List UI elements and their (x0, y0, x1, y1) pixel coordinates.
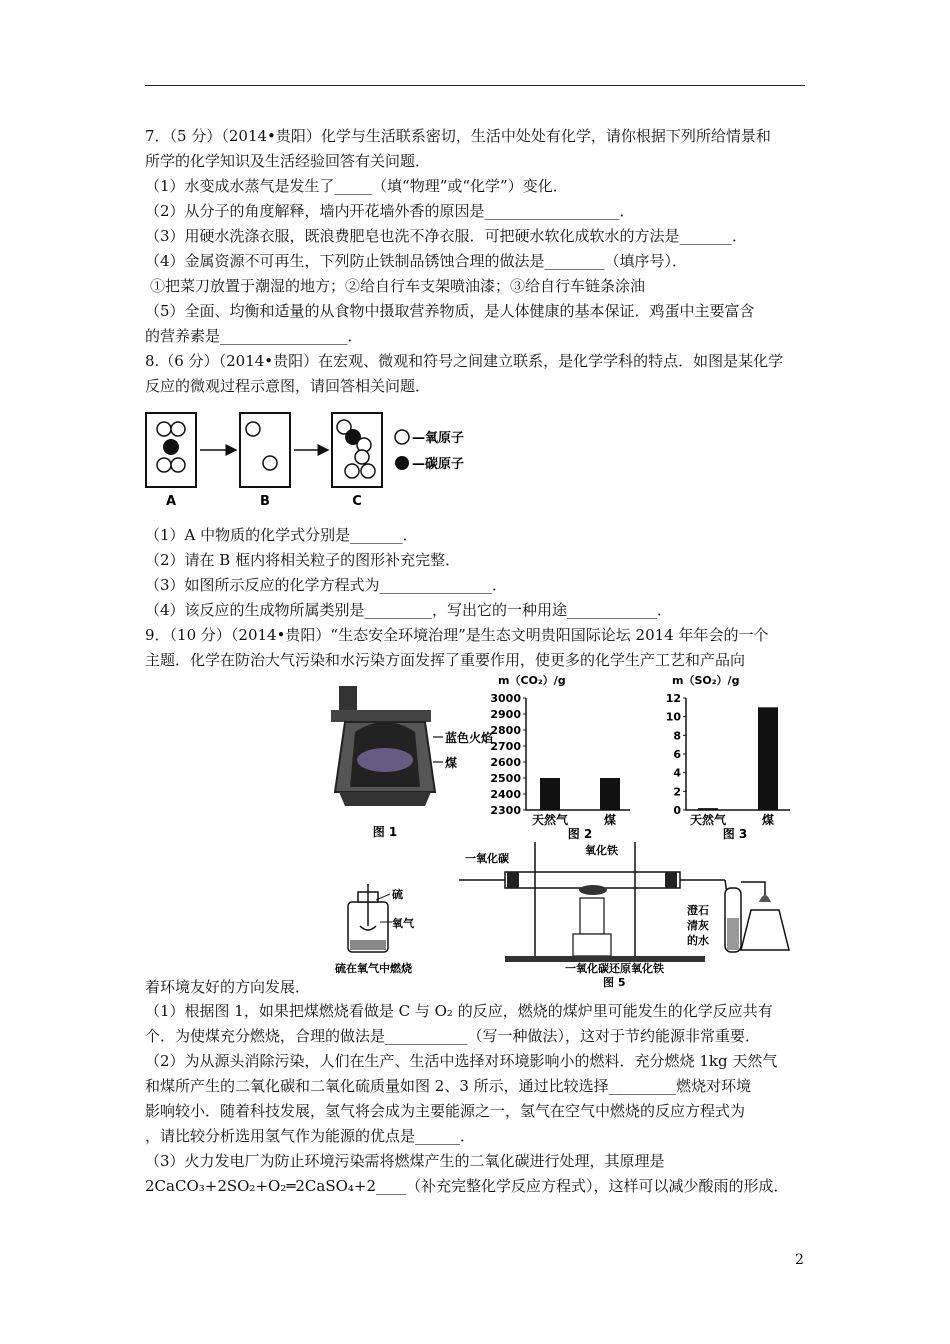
chart3-ylabel: m（SO₂）/g (672, 674, 740, 687)
c2-xtick-label: 煤 (603, 813, 617, 827)
q9-part1-line1: （1）根据图 1，如果把煤燃烧看做是 C 与 O₂ 的反应，燃烧的煤炉里可能发生的化学反应共有 (145, 1002, 773, 1020)
q7-part5-line2: 的营养素是_________________． (145, 327, 363, 345)
c3-ytick-label: 0 (673, 804, 681, 817)
figure5-co-reduction (455, 838, 800, 988)
chart3-caption: 图 3 (722, 827, 748, 841)
c2-xtick-label: 天然气 (531, 813, 569, 827)
c2-ytick-label: 2900 (490, 708, 521, 721)
box-c (332, 413, 382, 487)
fig5-label-lime-2: 清灰 (687, 919, 709, 932)
q9-stem-line2: 主题．化学在防治大气污染和水污染方面发挥了重要作用，使更多的化学生产工艺和产品向 (145, 651, 746, 669)
label-c: C (352, 494, 362, 509)
c2-ytick-label: 2600 (490, 756, 521, 769)
page-number: 2 (795, 1252, 804, 1268)
figure4-sulfur-burning (330, 880, 450, 980)
c2-ytick-label: 2500 (490, 772, 521, 785)
c2-ytick-label: 2400 (490, 788, 521, 801)
q9-part2-line3: 影响较小．随着科技发展，氢气将会成为主要能源之一，氢气在空气中燃烧的反应方程式为 (145, 1102, 746, 1120)
label-a: A (165, 494, 177, 509)
q9-part2-line1: （2）为从源头消除污染，人们在生产、生活中选择对环境影响小的燃料．充分燃烧 1kg 天然气 (145, 1052, 778, 1070)
fig5-label-lime-1: 澄石 (687, 904, 709, 917)
q7-part1: （1）水变成水蒸气是发生了_____（填“物理”或“化学”）变化． (145, 177, 568, 195)
q8-part3: （3）如图所示反应的化学方程式为_______________． (145, 576, 508, 594)
q9-stem-line3: 着环境友好的方向发展． (145, 978, 311, 996)
c3-bar-0 (698, 808, 718, 810)
box-b (240, 413, 290, 487)
c2-bar-0 (540, 778, 560, 810)
q9-stem-line1: 9．（10 分）（2014•贵阳）“生态安全环境治理”是生态文明贵阳国际论坛 2014 年年会的一个 (145, 626, 769, 644)
legend-carbon: —碳原子 (412, 457, 465, 472)
q8-part1: （1）A 中物质的化学式分别是_______． (145, 526, 418, 544)
oxygen-legend-symbol (395, 430, 409, 444)
q7-part4-options: ①把菜刀放置于潮湿的地方；②给自行车支架喷油漆；③给自行车链条涂油 (150, 277, 646, 295)
figure2-co2-chart (480, 672, 645, 844)
carbon-legend-symbol (395, 456, 409, 470)
c3-ytick-label: 6 (673, 748, 681, 761)
c2-ytick-label: 2300 (490, 804, 521, 817)
label-b: B (260, 494, 270, 509)
legend (395, 430, 464, 472)
q7-part3: （3）用硬水洗涤衣服，既浪费肥皂也洗不净衣服．可把硬水软化成软水的方法是_______． (145, 227, 748, 245)
q7-part5-line1: （5）全面、均衡和适量的从食物中摄取营养物质，是人体健康的基本保证．鸡蛋中主要富含 (145, 302, 755, 320)
chart2-caption: 图 2 (567, 827, 593, 841)
c3-xtick-label: 天然气 (689, 813, 727, 827)
reaction-micro-diagram (140, 405, 490, 515)
q9-part2-line4: ，请比较分析选用氢气作为能源的优点是______． (145, 1127, 476, 1145)
figure1-coal-stove (325, 682, 495, 842)
legend-oxygen: —氧原子 (412, 431, 465, 446)
q9-part1-line2: 个．为使煤充分燃烧，合理的做法是___________（写一种做法），这对于节约能源非常重要． (145, 1027, 761, 1045)
c2-ytick-label: 3000 (490, 692, 521, 705)
c3-xtick-label: 煤 (761, 813, 775, 827)
fig4-label-sulfur: 硫 (392, 888, 403, 901)
fig1-label-coal: 煤 (445, 756, 458, 770)
c3-ytick-label: 8 (673, 729, 681, 743)
q8-stem-line2: 反应的微观过程示意图，请回答相关问题． (145, 377, 431, 395)
c2-bar-1 (600, 778, 620, 810)
q8-part2: （2）请在 B 框内将相关粒子的图形补充完整． (145, 551, 461, 569)
q7-part4: （4）金属资源不可再生，下列防止铁制品锈蚀合理的做法是________（填序号）． (145, 252, 688, 270)
fig5-caption-title: 一氧化碳还原氧化铁 (565, 962, 664, 975)
fig4-caption: 硫在氧气中燃烧 (335, 962, 412, 975)
fig5-label-lime-3: 的水 (687, 934, 709, 947)
figure3-so2-chart (650, 672, 810, 844)
chart2-ylabel: m（CO₂）/g (498, 674, 566, 687)
header-rule (145, 85, 805, 86)
c3-ytick-label: 10 (665, 710, 681, 724)
c3-ytick-label: 4 (673, 766, 681, 780)
q9-part3-line2: 2CaCO₃+2SO₂+O₂═2CaSO₄+2____（补充完整化学反应方程式），这样可以减少酸雨的形成． (145, 1177, 789, 1195)
q8-stem-line1: 8.（6 分）（2014•贵阳）在宏观、微观和符号之间建立联系，是化学学科的特点．如图是某化学 (145, 352, 784, 370)
q7-stem-line2: 所学的化学知识及生活经验回答有关问题． (145, 152, 431, 170)
fig5-label-co: 一氧化碳 (465, 852, 509, 865)
c3-ytick-label: 12 (665, 692, 681, 705)
fig5-label-fe2o3: 氧化铁 (585, 844, 618, 857)
c2-ytick-label: 2800 (490, 724, 521, 737)
q7-stem-line1: 7．（5 分）（2014•贵阳）化学与生活联系密切，生活中处处有化学，请你根据下列所给情景和 (145, 127, 771, 145)
q9-part2-line2: 和煤所产生的二氧化碳和二氧化硫质量如图 2、3 所示，通过比较选择_________燃烧对环境 (145, 1077, 752, 1095)
fig5-caption-number: 图 5 (603, 976, 626, 988)
fig4-label-oxygen: 氧气 (392, 917, 414, 930)
fig1-caption: 图 1 (372, 825, 398, 839)
q7-part2: （2）从分子的角度解释，墙内开花墙外香的原因是__________________． (145, 202, 635, 220)
c3-ytick-label: 2 (673, 785, 681, 799)
q9-part3-line1: （3）火力发电厂为防止环境污染需将燃煤产生的二氧化碳进行处理，其原理是 (145, 1152, 665, 1170)
c2-ytick-label: 2700 (490, 740, 521, 753)
box-a (146, 413, 196, 487)
c3-bar-1 (758, 707, 778, 810)
fig1-label-flame: 蓝色火焰 (445, 731, 494, 745)
q8-part4: （4）该反应的生成物所属类别是_________，写出它的一种用途____________． (145, 601, 673, 619)
